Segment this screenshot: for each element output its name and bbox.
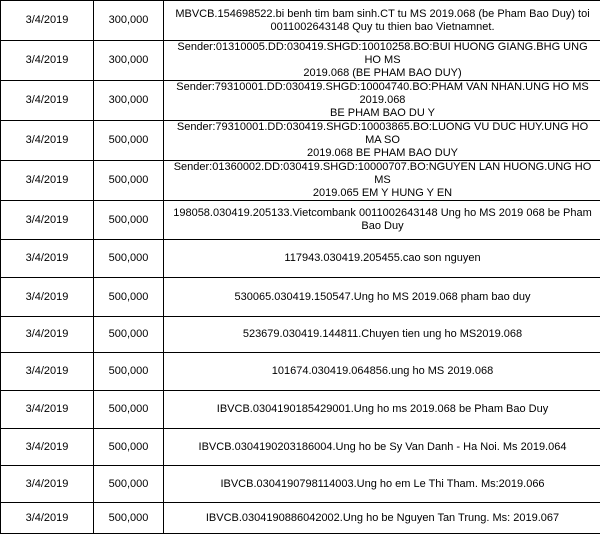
description-cell — [164, 317, 600, 353]
description-line: IBVCB.0304190798114003.Ung ho em Le Thi Tham. Ms:2019.066 — [168, 478, 597, 491]
table-row — [1, 503, 600, 534]
description-cell — [164, 201, 600, 240]
amount-cell: 300,000 — [94, 41, 164, 81]
amount-cell: 500,000 — [94, 429, 164, 466]
amount-cell: 500,000 — [94, 161, 164, 201]
amount-cell: 500,000 — [94, 278, 164, 317]
description-line: Sender:01360002.DD:030419.SHGD:10000707.BO:NGUYEN LAN HUONG.UNG HO MS — [168, 161, 597, 187]
date-cell: 3/4/2019 — [1, 429, 94, 466]
amount-cell: 300,000 — [94, 1, 164, 41]
description-line: 101674.030419.064856.ung ho MS 2019.068 — [168, 365, 597, 378]
amount-cell: 300,000 — [94, 81, 164, 121]
date-cell: 3/4/2019 — [1, 391, 94, 429]
description-line: Sender:01310005.DD:030419.SHGD:10010258.BO:BUI HUONG GIANG.BHG UNG HO MS — [168, 41, 597, 67]
description-line: 2019.065 EM Y HUNG Y EN — [168, 187, 597, 200]
date-cell: 3/4/2019 — [1, 161, 94, 201]
date-cell: 3/4/2019 — [1, 1, 94, 41]
description-line: 0011002643148 Quy tu thien bao Vietnamnet. — [168, 21, 597, 34]
table-row — [1, 466, 600, 503]
description-cell — [164, 161, 600, 201]
description-cell — [164, 1, 600, 41]
date-cell: 3/4/2019 — [1, 278, 94, 317]
table-row — [1, 353, 600, 391]
description-line: Sender:79310001.DD:030419.SHGD:10004740.BO:PHAM VAN NHAN.UNG HO MS 2019.068 — [168, 81, 597, 107]
description-cell — [164, 503, 600, 534]
description-line: IBVCB.0304190203186004.Ung ho be Sy Van Danh - Ha Noi. Ms 2019.064 — [168, 441, 597, 454]
description-cell — [164, 41, 600, 81]
amount-cell: 500,000 — [94, 201, 164, 240]
table-row — [1, 81, 600, 121]
date-cell: 3/4/2019 — [1, 81, 94, 121]
description-line: 2019.068 (BE PHAM BAO DUY) — [168, 67, 597, 80]
amount-cell: 500,000 — [94, 391, 164, 429]
date-cell: 3/4/2019 — [1, 201, 94, 240]
amount-cell: 500,000 — [94, 353, 164, 391]
description-line: 198058.030419.205133.Vietcombank 0011002643148 Ung ho MS 2019 068 be Pham Bao Duy — [168, 207, 597, 233]
amount-cell: 500,000 — [94, 121, 164, 161]
description-cell — [164, 353, 600, 391]
table-row — [1, 391, 600, 429]
description-line: 117943.030419.205455.cao son nguyen — [168, 252, 597, 265]
transaction-table-body — [1, 1, 600, 534]
table-row — [1, 317, 600, 353]
description-cell — [164, 466, 600, 503]
description-line: 2019.068 BE PHAM BAO DUY — [168, 147, 597, 160]
date-cell: 3/4/2019 — [1, 353, 94, 391]
description-cell — [164, 391, 600, 429]
description-cell — [164, 429, 600, 466]
table-row — [1, 1, 600, 41]
description-cell — [164, 121, 600, 161]
table-row — [1, 121, 600, 161]
description-cell — [164, 81, 600, 121]
table-row — [1, 201, 600, 240]
amount-cell: 500,000 — [94, 503, 164, 534]
table-row — [1, 41, 600, 81]
description-cell — [164, 240, 600, 278]
date-cell: 3/4/2019 — [1, 466, 94, 503]
description-line: MBVCB.154698522.bi benh tim bam sinh.CT tu MS 2019.068 (be Pham Bao Duy) toi — [168, 8, 597, 21]
description-line: IBVCB.0304190886042002.Ung ho be Nguyen Tan Trung. Ms: 2019.067 — [168, 512, 597, 525]
description-line: Sender:79310001.DD:030419.SHGD:10003865.BO:LUONG VU DUC HUY.UNG HO MA SO — [168, 121, 597, 147]
description-line: BE PHAM BAO DU Y — [168, 107, 597, 120]
table-row — [1, 240, 600, 278]
description-line: IBVCB.0304190185429001.Ung ho ms 2019.068 be Pham Bao Duy — [168, 403, 597, 416]
date-cell: 3/4/2019 — [1, 121, 94, 161]
description-cell — [164, 278, 600, 317]
date-cell: 3/4/2019 — [1, 240, 94, 278]
date-cell: 3/4/2019 — [1, 503, 94, 534]
date-cell: 3/4/2019 — [1, 317, 94, 353]
amount-cell: 500,000 — [94, 240, 164, 278]
amount-cell: 500,000 — [94, 466, 164, 503]
date-cell: 3/4/2019 — [1, 41, 94, 81]
amount-cell: 500,000 — [94, 317, 164, 353]
table-row — [1, 161, 600, 201]
description-line: 523679.030419.144811.Chuyen tien ung ho MS2019.068 — [168, 328, 597, 341]
table-row — [1, 429, 600, 466]
table-row — [1, 278, 600, 317]
description-line: 530065.030419.150547.Ung ho MS 2019.068 pham bao duy — [168, 291, 597, 304]
